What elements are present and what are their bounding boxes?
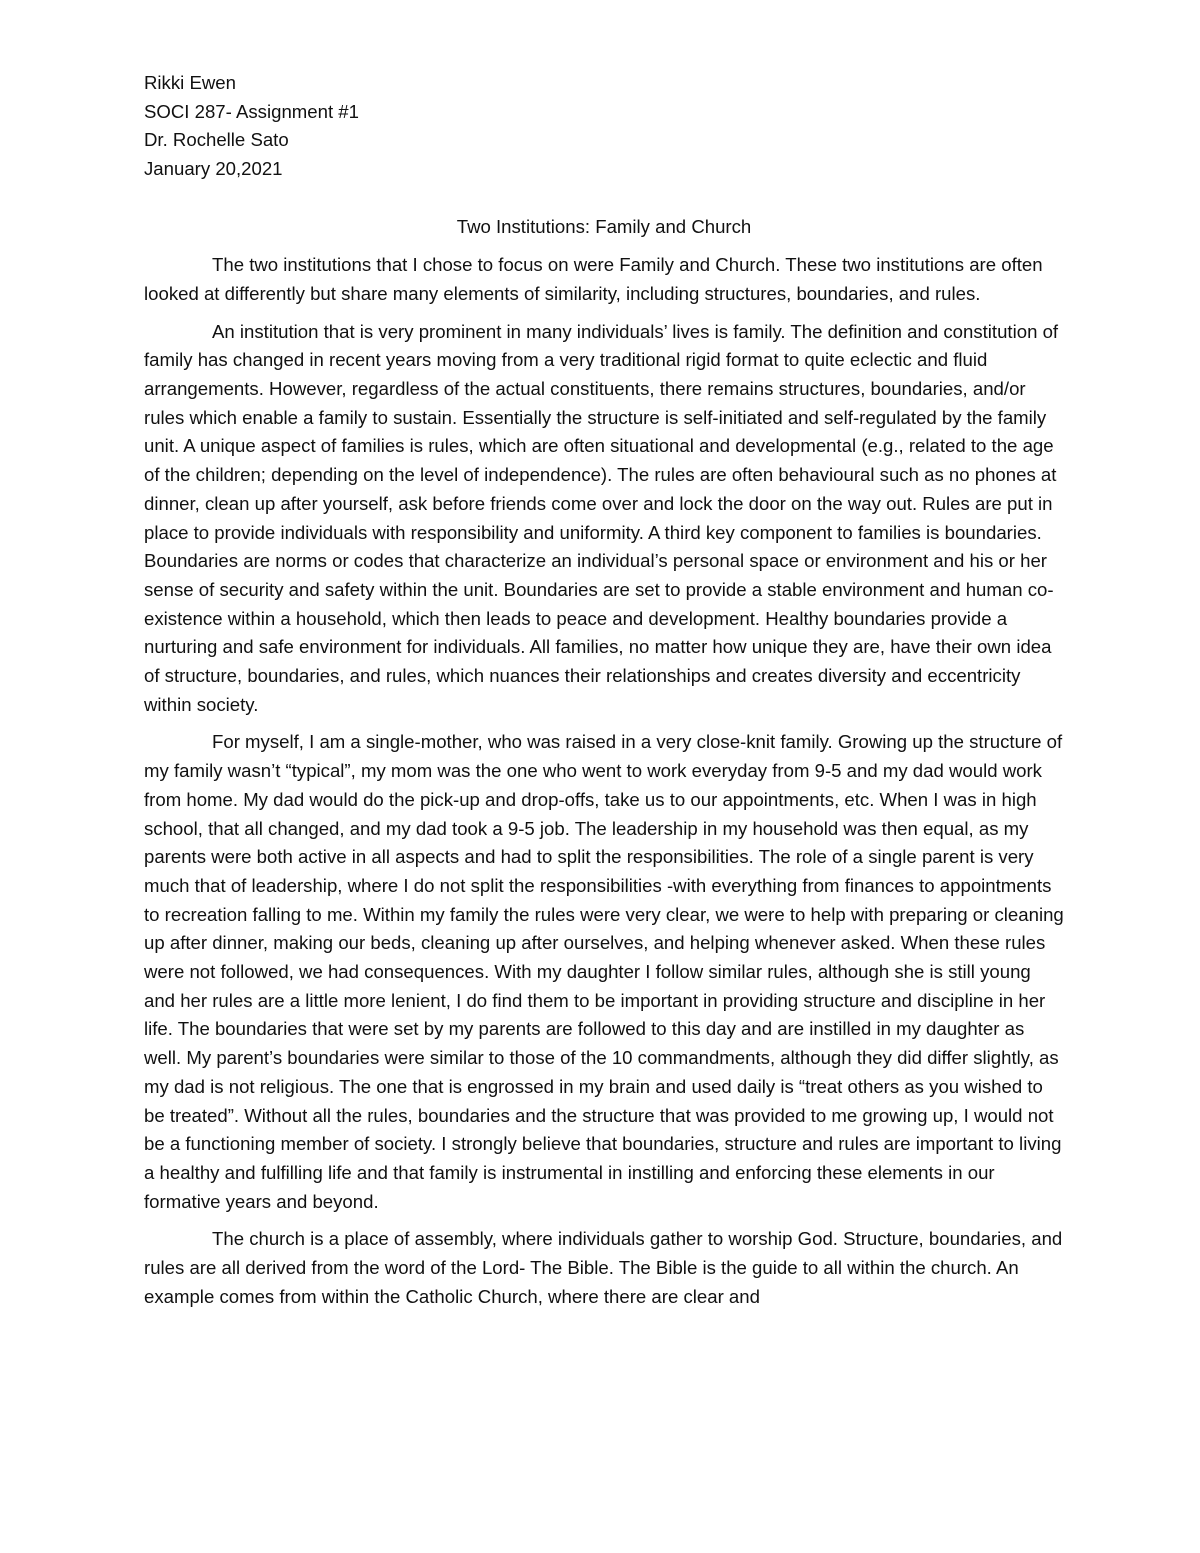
- date-line: January 20,2021: [144, 158, 283, 180]
- paragraph-church-institution: The church is a place of assembly, where individuals gather to worship God. Structure, boundaries, and rules are all derived from the word of the Lord- The Bible. The Bible is the guide to all within the church. An example comes from within the Catholic Church, where there are clear and: [144, 1228, 1063, 1307]
- paragraph-personal-experience: For myself, I am a single-mother, who was raised in a very close-knit family. Growing up the structure of my family wasn’t “typical”, my mom was the one who went to work everyday from 9-5 and my dad would work from home. My dad would do the pick-up and drop-offs, take us to our appointments, etc. When I was in high school, that all changed, and my dad took a 9-5 job. The leadership in my household was then equal, as my parents were both active in all aspects and had to split the responsibilities. The role of a single parent is very much that of leadership, where I do not split the responsibilities -with everything from finances to appointments to recreation falling to me. Within my family the rules were very clear, we were to help with preparing or cleaning up after dinner, making our beds, cleaning up after ourselves, and helping whenever asked. When these rules were not followed, we had consequences. With my daughter I follow similar rules, although she is still young and her rules are a little more lenient, I do find them to be important in providing structure and discipline in her life. The boundaries that were set by my parents are followed to this day and are instilled in my daughter as well. My parent’s boundaries were similar to those of the 10 commandments, although they did differ slightly, as my dad is not religious. The one that is engrossed in my brain and used daily is “treat others as you wished to be treated”. Without all the rules, boundaries and the structure that was provided to me growing up, I would not be a functioning member of society. I strongly believe that boundaries, structure and rules are important to living a healthy and fulfilling life and that family is instrumental in instilling and enforcing these elements in our formative years and beyond.: [144, 731, 1064, 1212]
- document-body: [144, 69, 1064, 1321]
- paragraph-intro: The two institutions that I chose to focus on were Family and Church. These two institutions are often looked at differently but share many elements of similarity, including structures, boundaries, and rules.: [144, 254, 1043, 304]
- author-name: Rikki Ewen: [144, 72, 236, 93]
- instructor-line: Dr. Rochelle Sato: [144, 129, 289, 151]
- paragraph-family-institution: An institution that is very prominent in many individuals’ lives is family. The definition and constitution of family has changed in recent years moving from a very traditional rigid format to quite eclectic and fluid arrangements. However, regardless of the actual constituents, there remains structures, boundaries, and/or rules which enable a family to sustain. Essentially the structure is self-initiated and self-regulated by the family unit. A unique aspect of families is rules, which are often situational and developmental (e.g., related to the age of the children; depending on the level of independence). The rules are often behavioural such as no phones at dinner, clean up after yourself, ask before friends come over and lock the door on the way out. Rules are put in place to provide individuals with responsibility and uniformity. A third key component to families is boundaries. Boundaries are norms or codes that characterize an individual’s personal space or environment and his or her sense of security and safety within the unit. Boundaries are set to provide a stable environment and human co-existence within a household, which then leads to peace and development. Healthy boundaries provide a nurturing and safe environment for individuals. All families, no matter how unique they are, have their own idea of structure, boundaries, and rules, which nuances their relationships and creates diversity and eccentricity within society.: [144, 320, 1059, 715]
- essay-title: Two Institutions: Family and Church: [456, 215, 752, 237]
- course-line: SOCI 287- Assignment #1: [144, 100, 359, 122]
